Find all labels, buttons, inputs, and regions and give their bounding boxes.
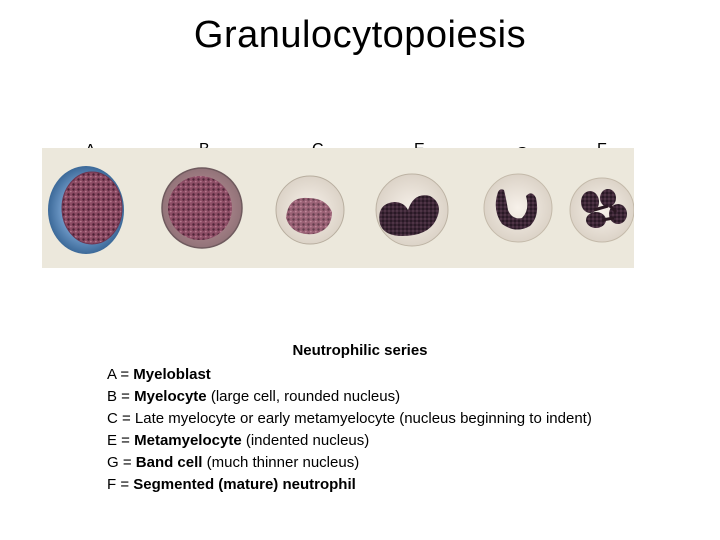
late-myelocyte-cell-c xyxy=(276,176,344,244)
metamyelocyte-cell-e xyxy=(376,174,448,246)
legend-c-text: C = Late myelocyte or early metamyelocyte (nucleus beginning to indent) xyxy=(107,410,592,427)
legend-a-term: Myeloblast xyxy=(133,366,211,383)
legend-e-description: (indented nucleus) xyxy=(241,432,370,449)
cell-illustration-strip xyxy=(42,148,634,268)
legend-b-term: Myelocyte xyxy=(134,388,207,405)
legend-b-description: (large cell, rounded nucleus) xyxy=(206,388,401,405)
legend-row-a xyxy=(107,364,607,386)
myelocyte-cell-b xyxy=(162,168,242,248)
legend-b-prefix: B = xyxy=(107,388,135,405)
myeloblast-cell-a xyxy=(48,166,124,254)
series-caption: Neutrophilic series xyxy=(292,342,428,359)
legend-row-g xyxy=(107,452,607,474)
legend-g-term: Band cell xyxy=(135,454,203,471)
legend xyxy=(107,364,607,496)
legend-row-e xyxy=(107,430,607,452)
legend-a-prefix: A = xyxy=(107,366,134,383)
slide-title: Granulocytopoiesis xyxy=(193,14,527,56)
legend-g-prefix: G = xyxy=(107,454,136,471)
legend-f-prefix: F = xyxy=(107,476,134,493)
legend-row-f xyxy=(107,474,607,496)
band-cell-g xyxy=(484,174,552,242)
legend-g-description: (much thinner nucleus) xyxy=(202,454,360,471)
legend-row-b xyxy=(107,386,607,408)
legend-e-prefix: E = xyxy=(107,432,135,449)
legend-f-term: Segmented (mature) neutrophil xyxy=(133,476,356,493)
legend-e-term: Metamyelocyte xyxy=(134,432,242,449)
legend-row-c xyxy=(107,408,607,430)
neutrophilic-series-illustration xyxy=(42,148,634,268)
segmented-neutrophil-cell-f xyxy=(570,178,634,242)
